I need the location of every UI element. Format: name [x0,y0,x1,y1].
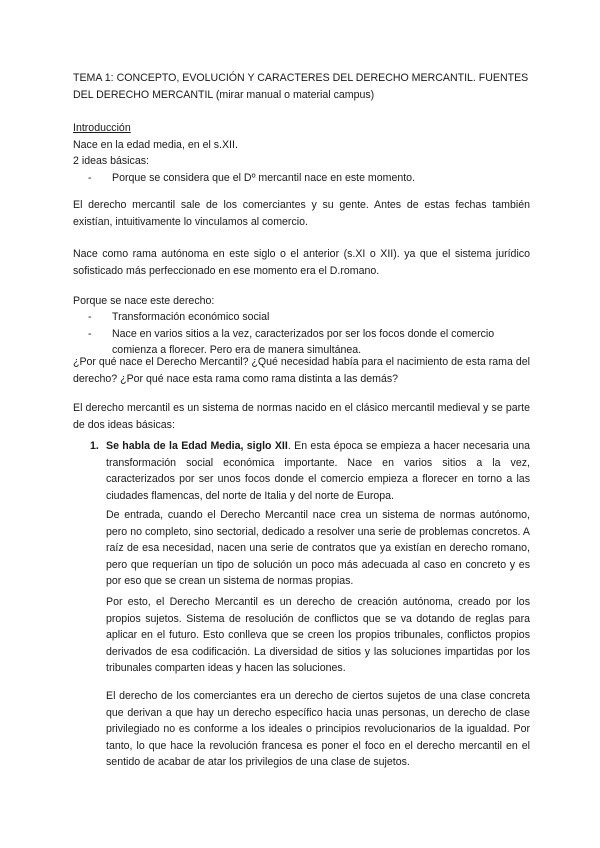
bullet-dash: - [88,172,92,184]
questions-paragraph: ¿Por qué nace el Derecho Mercantil? ¿Qué necesidad había para el nacimiento de esta rama del derecho? ¿Por qué nace esta rama como rama distinta a las demás? [73,356,530,385]
item-1-bold: Se habla de la Edad Media, siglo XII [106,440,288,452]
sub-paragraph-2: Por esto, el Derecho Mercantil es un derecho de creación autónoma, creado por los propios sujetos. Sistema de resolución de conflictos que se va dotando de reglas para aplicar en el futuro. Esto conlleva que se creen los propios tribunales, conflictos propios derivados de esa codificación. La diversidad de sitios y las soluciones impartidas por los tribunales comparten ideas y hacen las soluciones. [106,596,530,674]
intro-heading: Introducción [73,122,131,134]
sub-paragraph-3: El derecho de los comerciantes era un derecho de ciertos sujetos de una clase concreta que derivan a que hay un derecho específico hacia unas personas, un derecho de clase privilegiado no es conforme a los ideales o principios revolucionarios de la igualdad. Por tanto, lo que hace la revolución francesa es poner el foco en el derecho mercantil en el sentido de acabar de atar los privilegios de una clase de sujetos. [106,690,530,768]
bullet-dash: - [88,311,92,323]
paragraph-2: Nace como rama autónoma en este siglo o el anterior (s.XI o XII). ya que el sistema jurídico sofisticado más perfeccionado en ese momento era el D.romano. [73,248,530,277]
item-number: 1. [90,440,99,452]
bullet-dash: - [88,327,92,340]
numbered-item-1 [90,438,530,504]
porque-bullet-2: Nace en varios sitios a la vez, caracterizados por ser los focos donde el comercio comienza a florecer. Pero era de manera simultánea. [112,327,495,356]
paragraph-1: El derecho mercantil sale de los comerciantes y su gente. Antes de estas fechas también existían, intuitivamente lo vinculamos al comercio. [73,199,530,228]
porque-bullet-list [88,309,530,359]
list-item [88,309,530,326]
intro-line-1: Nace en la edad media, en el s.XII. [73,139,238,151]
porque-bullet-1: Transformación económico social [112,311,270,323]
sub-paragraph-1: De entrada, cuando el Derecho Mercantil nace crea un sistema de normas autónomo, pero no completo, sino sectorial, dedicado a resolver una serie de problemas concretos. A raíz de esa necesidad, nacen una serie de contratos que ya existían en derecho romano, pero que requerían un tipo de solución un poco más adecuada al caso en concreto y es por eso que se crean un sistema de normas propias. [106,509,530,587]
intro-bullet [88,170,530,187]
intro-bullet-text: Porque se considera que el Dº mercantil nace en este momento. [112,172,416,184]
item-1-text: . En esta época se empieza a hacer necesaria una transformación social económica importante. Nace en varios sitios a la vez, caracterizados por ser unos focos donde el comercio empieza a florecer en torno a las ciudades flamencas, del norte de Italia y del norte de Europa. [106,440,531,502]
intro-line-2: 2 ideas básicas: [73,155,149,167]
paragraph-3: El derecho mercantil es un sistema de normas nacido en el clásico mercantil medieval y se parte de dos ideas básicas: [73,402,530,431]
document-title: TEMA 1: CONCEPTO, EVOLUCIÓN Y CARACTERES DEL DERECHO MERCANTIL. FUENTES DEL DERECHO MERCANTIL (mirar manual o material campus) [73,72,529,101]
porque-heading: Porque se nace este derecho: [73,295,215,307]
